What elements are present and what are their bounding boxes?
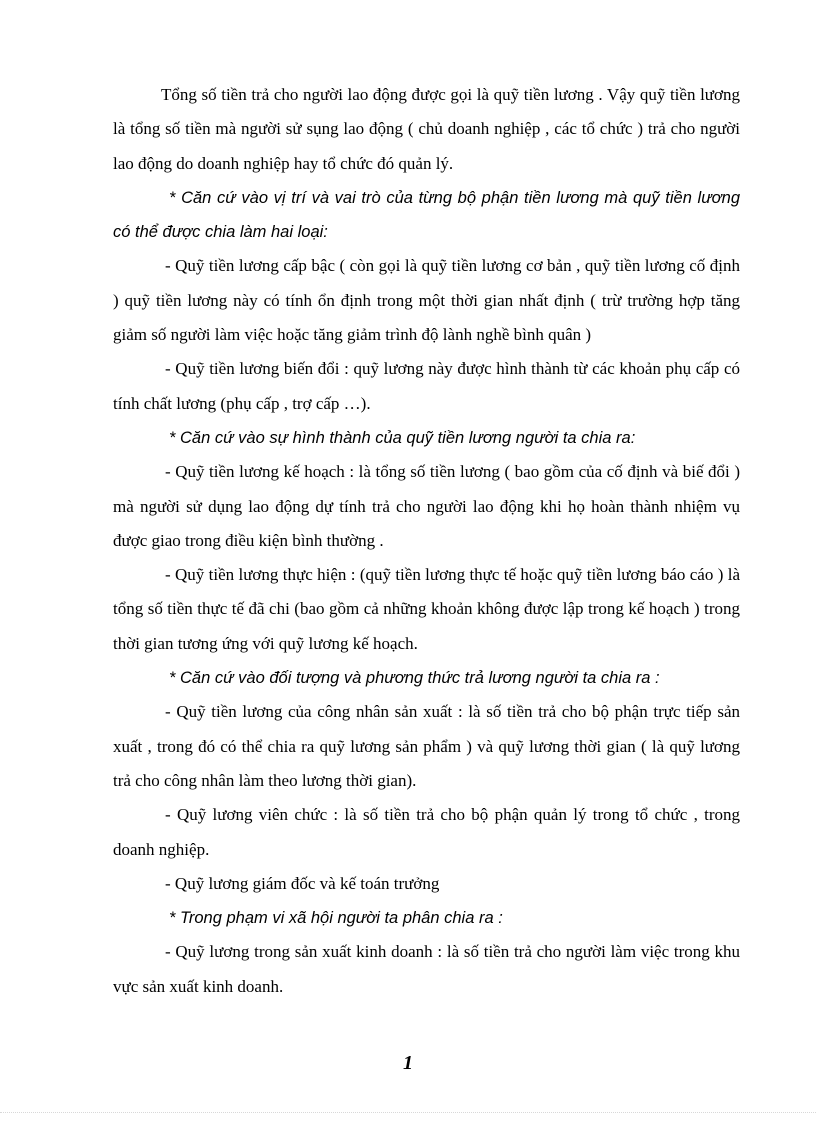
item-director-accountant-fund: - Quỹ lương giám đốc và kế toán trưởng: [165, 873, 440, 893]
item-production-worker-fund: - Quỹ tiền lương của công nhân sản xuất : là số tiền trả cho bộ phận trực tiếp sản xuất , trong đó có thể chia ra quỹ lương sản phẩm ) và quỹ lương thời gian ( là quỹ lương trả cho công nhân làm theo lương thời gian).: [113, 702, 740, 790]
item-staff-salary-fund: - Quỹ lương viên chức : là số tiền trả cho bộ phận quản lý trong tổ chức , trong doanh nghiệp.: [113, 805, 740, 859]
paragraph-salary-fund-definition: Tổng số tiền trả cho người lao động được gọi là quỹ tiền lương . Vậy quỹ tiền lương là tổng số tiền mà người sử sụng lao động ( chủ doanh nghiệp , các tổ chức ) trả cho người lao động do doanh nghiệp hay tổ chức đó quản lý.: [113, 85, 740, 173]
page-bottom-rule: [0, 1112, 816, 1113]
item-planned-salary-fund: - Quỹ tiền lương kế hoạch : là tổng số tiền lương ( bao gồm của cố định và biế đổi ) mà người sử dụng lao động dự tính trả cho người lao động khi họ hoàn thành nhiệm vụ được giao trong điều kiện bình thường .: [113, 462, 740, 550]
item-business-salary-fund: - Quỹ lương trong sản xuất kinh doanh : là số tiền trả cho người làm việc trong khu vực sản xuất kinh doanh.: [113, 942, 740, 996]
item-grade-salary-fund: - Quỹ tiền lương cấp bậc ( còn gọi là quỹ tiền lương cơ bản , quỹ tiền lương cố định ) quỹ tiền lương này có tính ổn định trong một thời gian nhất định ( trừ trường hợp tăng giảm số người làm việc hoặc tăng giảm trình độ lành nghề bình quân ): [113, 256, 740, 345]
page-number: 1: [403, 1052, 413, 1074]
item-actual-salary-fund: - Quỹ tiền lương thực hiện : (quỹ tiền lương thực tế hoặc quỹ tiền lương báo cáo ) là tổng số tiền thực tế đã chi (bao gồm cả những khoản không được lập trong kế hoạch ) trong thời gian tương ứng với quỹ lương kế hoạch.: [113, 565, 740, 653]
heading-by-subject-and-method: * Căn cứ vào đối tượng và phương thức trả lương người ta chia ra :: [169, 669, 660, 688]
heading-by-position-and-role: * Căn cứ vào vị trí và vai trò của từng bộ phận tiền lương mà quỹ tiền lương có thể được chia làm hai loại:: [113, 188, 740, 242]
item-variable-salary-fund: - Quỹ tiền lương biến đổi : quỹ lương này được hình thành từ các khoản phụ cấp có tính chất lương (phụ cấp , trợ cấp …).: [113, 359, 740, 413]
document-body: [113, 78, 740, 1004]
heading-by-formation: * Căn cứ vào sự hình thành của quỹ tiền lương người ta chia ra:: [169, 428, 636, 447]
heading-by-social-scope: * Trong phạm vi xã hội người ta phân chia ra :: [169, 909, 503, 928]
